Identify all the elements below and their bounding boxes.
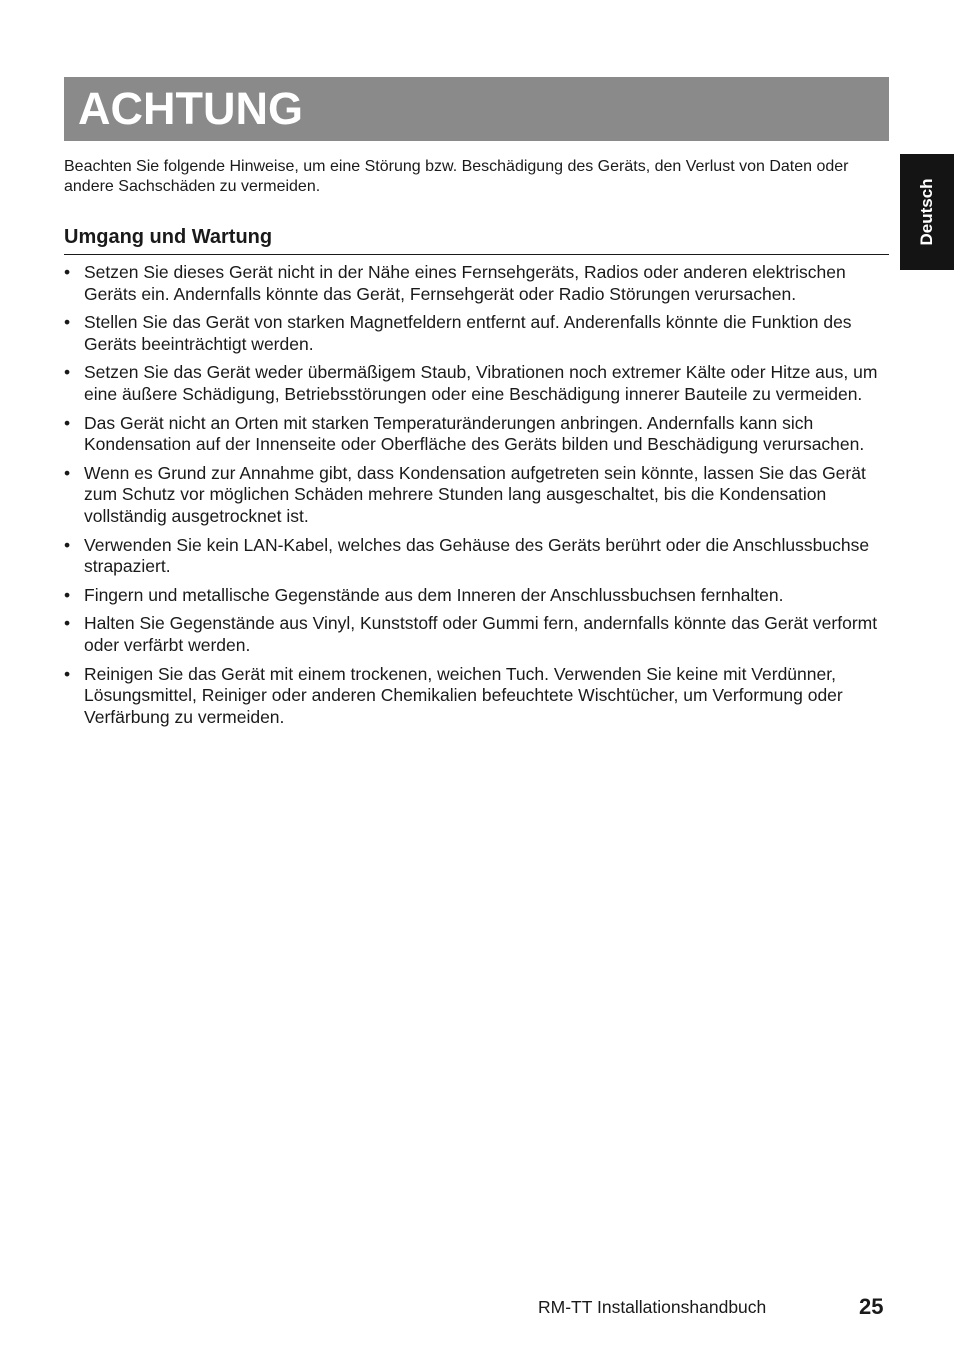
intro-paragraph: Beachten Sie folgende Hinweise, um eine Störung bzw. Beschädigung des Geräts, den Verlust von Daten oder andere Sachschäden zu vermeiden. [64, 158, 849, 195]
list-item-text: Reinigen Sie das Gerät mit einem trockenen, weichen Tuch. Verwenden Sie keine mit Verdünner, Lösungsmittel, Reiniger oder anderen Chemikalien befeuchtete Wischtücher, um Verformung oder Verfärbung zu vermeiden. [84, 663, 843, 727]
list-item-text: Setzen Sie dieses Gerät nicht in der Nähe eines Fernsehgeräts, Radios oder anderen elektrischen Geräts ein. Andernfalls könnte das Gerät, Fernsehgerät oder Radio Störungen verursachen. [84, 262, 846, 304]
bullet-icon: • [64, 663, 71, 684]
list-item-text: Halten Sie Gegenstände aus Vinyl, Kunststoff oder Gummi fern, andernfalls könnte das Gerät verformt oder verfärbt werden. [84, 613, 878, 655]
list-item-text: Setzen Sie das Gerät weder übermäßigem Staub, Vibrationen noch extremer Kälte oder Hitze aus, um eine äußere Schädigung, Betriebsstörungen oder eine Beschädigung innerer Bauteile zu vermeiden. [84, 362, 878, 404]
list-item [64, 664, 889, 729]
list-item [64, 535, 889, 578]
title-bar [64, 77, 889, 141]
list-item-text: Verwenden Sie kein LAN-Kabel, welches das Gehäuse des Geräts berührt oder die Anschlussbuchse strapaziert. [84, 534, 870, 577]
section-heading: Umgang und Wartung [64, 225, 889, 255]
footer-manual-title: RM-TT Installationshandbuch [538, 1297, 767, 1317]
bullet-icon: • [64, 412, 71, 433]
language-tab [900, 154, 954, 270]
language-tab-label: Deutsch [917, 178, 936, 246]
list-item [64, 585, 889, 607]
list-item [64, 413, 889, 456]
list-item-text: Fingern und metallische Gegenstände aus dem Inneren der Anschlussbuchsen fernhalten. [84, 584, 784, 605]
bullet-icon: • [64, 262, 71, 282]
bullet-icon: • [64, 362, 71, 383]
list-item-text: Stellen Sie das Gerät von starken Magnetfeldern entfernt auf. Anderenfalls könnte die Funktion des Geräts beeinträchtigt werden. [84, 312, 852, 354]
list-item [64, 463, 889, 528]
list-item [64, 362, 889, 405]
page-number: 25 [859, 1294, 884, 1319]
page-title: ACHTUNG [78, 83, 303, 134]
list-item-text: Das Gerät nicht an Orten mit starken Temperaturänderungen anbringen. Andernfalls kann sich Kondensation auf der Innenseite oder Oberfläche des Geräts bilden und Beschädigung verursachen. [84, 412, 865, 455]
list-item [64, 312, 889, 355]
list-item [64, 262, 889, 305]
bullet-icon: • [64, 534, 71, 555]
bullet-icon: • [64, 462, 71, 483]
list-item [64, 613, 889, 656]
bullet-list [64, 262, 889, 735]
list-item-text: Wenn es Grund zur Annahme gibt, dass Kondensation aufgetreten sein könnte, lassen Sie das Gerät zum Schutz vor möglichen Schäden mehrere Stunden lang ausgeschaltet, bis die Kondensation vollständig ausgetrocknet ist. [84, 462, 866, 526]
bullet-icon: • [64, 584, 71, 605]
bullet-icon: • [64, 613, 71, 634]
bullet-icon: • [64, 312, 71, 333]
